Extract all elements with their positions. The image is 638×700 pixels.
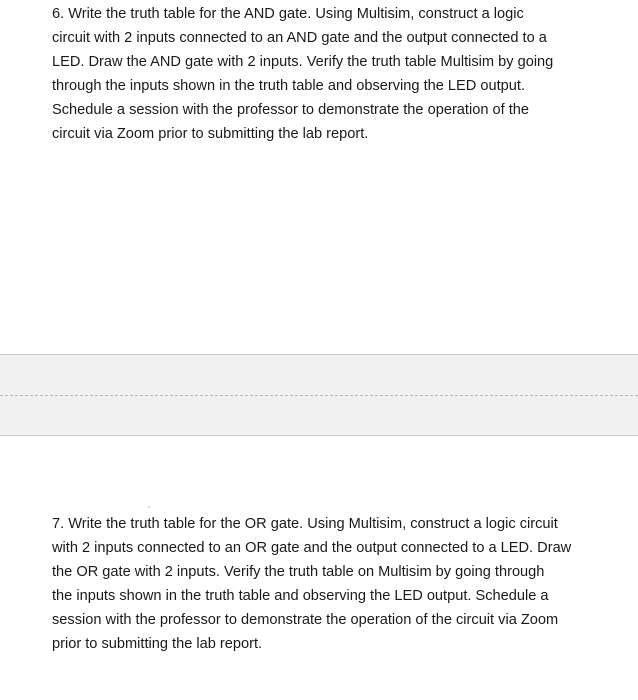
question-7-line: with 2 inputs connected to an OR gate and the output connected to a LED. Draw <box>52 540 572 556</box>
question-6-line: circuit via Zoom prior to submitting the lab report. <box>52 126 369 142</box>
question-7-line: the inputs shown in the truth table and observing the LED output. Schedule a <box>52 588 549 604</box>
question-7-line: the OR gate with 2 inputs. Verify the truth table on Multisim by going through <box>52 564 545 580</box>
question-7-line: prior to submitting the lab report. <box>52 636 263 652</box>
question-6-line: circuit with 2 inputs connected to an AND gate and the output connected to a <box>52 30 547 46</box>
question-7-text <box>52 512 622 656</box>
question-6-line: 6. Write the truth table for the AND gate. Using Multisim, construct a logic <box>52 6 524 22</box>
question-7-line: session with the professor to demonstrate the operation of the circuit via Zoom <box>52 612 559 628</box>
page-break-gap <box>0 354 638 436</box>
scan-speck <box>148 506 150 508</box>
page-break-divider <box>0 395 638 396</box>
question-6-line: LED. Draw the AND gate with 2 inputs. Verify the truth table Multisim by going <box>52 54 554 70</box>
question-6-line: through the inputs shown in the truth table and observing the LED output. <box>52 78 525 94</box>
question-7-line: 7. Write the truth table for the OR gate. Using Multisim, construct a logic circuit <box>52 516 558 532</box>
question-6-line: Schedule a session with the professor to demonstrate the operation of the <box>52 102 530 118</box>
question-6-text <box>52 2 612 146</box>
